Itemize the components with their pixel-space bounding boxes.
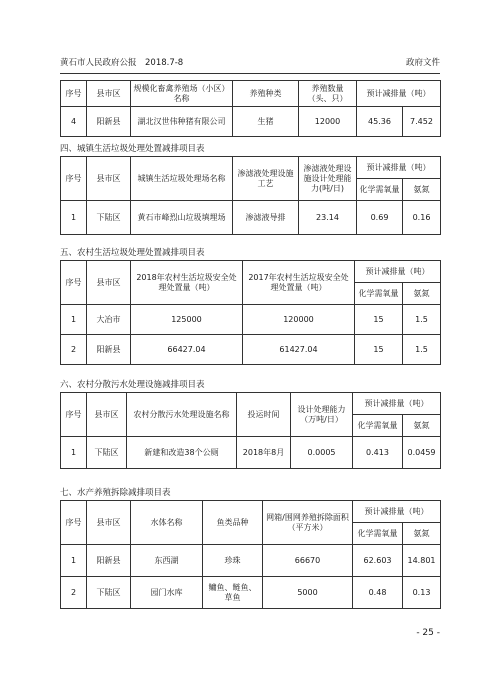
- cell: 1: [61, 305, 87, 335]
- cell: 4: [61, 107, 87, 137]
- section-title: 六、农村分散污水处理设施减排项目表: [60, 380, 205, 390]
- header-cell: 渗滤液处理设施设计处理能力(吨/日): [299, 157, 357, 201]
- header-cell: 设计处理能力（万吨/日）: [291, 393, 353, 437]
- cell: 0.413: [353, 437, 403, 469]
- table-row: [61, 335, 441, 365]
- sewage-table: [60, 392, 441, 469]
- running-header: [60, 56, 440, 70]
- cell: 15: [355, 305, 403, 335]
- cell: 阳新县: [87, 335, 131, 365]
- header-cell: 水体名称: [131, 501, 203, 545]
- header-cell: 预计减排量（吨）: [355, 261, 441, 283]
- cell: 0.0005: [291, 437, 353, 469]
- header-cell: 养殖数量（头、只）: [299, 81, 357, 107]
- table-header-row: [61, 393, 441, 415]
- table-header-row: [61, 261, 441, 283]
- table-row: [61, 545, 441, 577]
- cell: 2: [61, 577, 87, 609]
- cell: 120000: [243, 305, 355, 335]
- livestock-table: [60, 80, 441, 137]
- header-cell: 预计减排量（吨）: [357, 157, 441, 179]
- cell: 15: [355, 335, 403, 365]
- cell: 2: [61, 335, 87, 365]
- cell: 黄石市峰烈山垃圾填埋场: [131, 201, 233, 235]
- table-header-row: [61, 501, 441, 523]
- cell: 阳新县: [87, 545, 131, 577]
- cell: 生猪: [233, 107, 299, 137]
- header-cell: 2017年农村生活垃圾安全处理处置量（吨）: [243, 261, 355, 305]
- header-cell: 县市区: [87, 501, 131, 545]
- cell: 1: [61, 437, 87, 469]
- subheader-cell: 化学需氧量: [355, 283, 403, 305]
- cell: 1.5: [403, 305, 441, 335]
- header-cell: 鱼类品种: [203, 501, 263, 545]
- subheader-cell: 化学需氧量: [353, 415, 403, 437]
- section-title: 七、水产养殖拆除减排项目表: [60, 488, 171, 498]
- subheader-cell: 氨氮: [403, 179, 441, 201]
- cell: 5000: [263, 577, 353, 609]
- cell: 14.801: [403, 545, 441, 577]
- header-cell: 序号: [61, 501, 87, 545]
- cell: 1: [61, 545, 87, 577]
- cell: 1.5: [403, 335, 441, 365]
- header-cell: 序号: [61, 261, 87, 305]
- cell: 渗滤液导排: [233, 201, 299, 235]
- cell: 125000: [131, 305, 243, 335]
- landfill-table: [60, 156, 441, 235]
- table-row: [61, 107, 441, 137]
- header-cell: 序号: [61, 393, 87, 437]
- cell: 阳新县: [87, 107, 131, 137]
- subheader-cell: 氨氮: [403, 283, 441, 305]
- header-cell: 规模化畜禽养殖场（小区）名称: [131, 81, 233, 107]
- header-cell: 农村分散污水处理设施名称: [127, 393, 237, 437]
- cell: 0.16: [403, 201, 441, 235]
- rural-waste-table: [60, 260, 441, 365]
- header-cell: 县市区: [87, 261, 131, 305]
- header-cell: 县市区: [87, 393, 127, 437]
- cell: 下陆区: [87, 437, 127, 469]
- table-row: [61, 577, 441, 609]
- header-cell: 预计减排量（吨）: [353, 393, 441, 415]
- cell: 新建和改造38个公厕: [127, 437, 237, 469]
- cell: 61427.04: [243, 335, 355, 365]
- header-cell: 预计减排量（吨）: [353, 501, 441, 523]
- header-cell: 网箱/围网养殖拆除面积（平方米）: [263, 501, 353, 545]
- header-cell: 城镇生活垃圾处理场名称: [131, 157, 233, 201]
- aquaculture-table: [60, 500, 441, 609]
- header-cell: 2018年农村生活垃圾安全处理处置量（吨）: [131, 261, 243, 305]
- cell: 鳙鱼、鲢鱼、草鱼: [203, 577, 263, 609]
- cell: 湖北汉世伟种猪有限公司: [131, 107, 233, 137]
- header-cell: 养殖种类: [233, 81, 299, 107]
- header-cell: 序号: [61, 157, 87, 201]
- table-row: [61, 305, 441, 335]
- cell: 7.452: [403, 107, 441, 137]
- table-row: [61, 201, 441, 235]
- cell: 12000: [299, 107, 357, 137]
- cell: 大冶市: [87, 305, 131, 335]
- section-title: 四、城镇生活垃圾处理处置减排项目表: [60, 144, 205, 154]
- cell: 下陆区: [87, 201, 131, 235]
- cell: 园门水库: [131, 577, 203, 609]
- header-cell: 序号: [61, 81, 87, 107]
- header-cell: 投运时间: [237, 393, 291, 437]
- cell: 66427.04: [131, 335, 243, 365]
- subheader-cell: 氨氮: [403, 415, 441, 437]
- table-row: [61, 437, 441, 469]
- cell: 1: [61, 201, 87, 235]
- subheader-cell: 化学需氧量: [353, 523, 403, 545]
- cell: 珍珠: [203, 545, 263, 577]
- table-header-row: [61, 157, 441, 179]
- table-header-row: [61, 81, 441, 107]
- header-cell: 县市区: [87, 157, 131, 201]
- header-category: 政府文件: [405, 58, 440, 68]
- page-number: - 25 -: [416, 628, 440, 638]
- subheader-cell: 氨氮: [403, 523, 441, 545]
- page-footer: [60, 628, 440, 642]
- cell: 东西湖: [131, 545, 203, 577]
- header-title: 黄石市人民政府公报 2018.7-8: [60, 58, 184, 68]
- cell: 66670: [263, 545, 353, 577]
- cell: 2018年8月: [237, 437, 291, 469]
- cell: 0.48: [353, 577, 403, 609]
- header-rule: [60, 73, 440, 74]
- cell: 0.0459: [403, 437, 441, 469]
- cell: 0.13: [403, 577, 441, 609]
- cell: 0.69: [357, 201, 403, 235]
- section-title: 五、农村生活垃圾处理处置减排项目表: [60, 248, 205, 258]
- header-cell: 县市区: [87, 81, 131, 107]
- cell: 下陆区: [87, 577, 131, 609]
- header-cell: 渗滤液处理设施工艺: [233, 157, 299, 201]
- header-cell: 预计减排量（吨）: [357, 81, 441, 107]
- cell: 45.36: [357, 107, 403, 137]
- subheader-cell: 化学需氧量: [357, 179, 403, 201]
- cell: 62.603: [353, 545, 403, 577]
- cell: 23.14: [299, 201, 357, 235]
